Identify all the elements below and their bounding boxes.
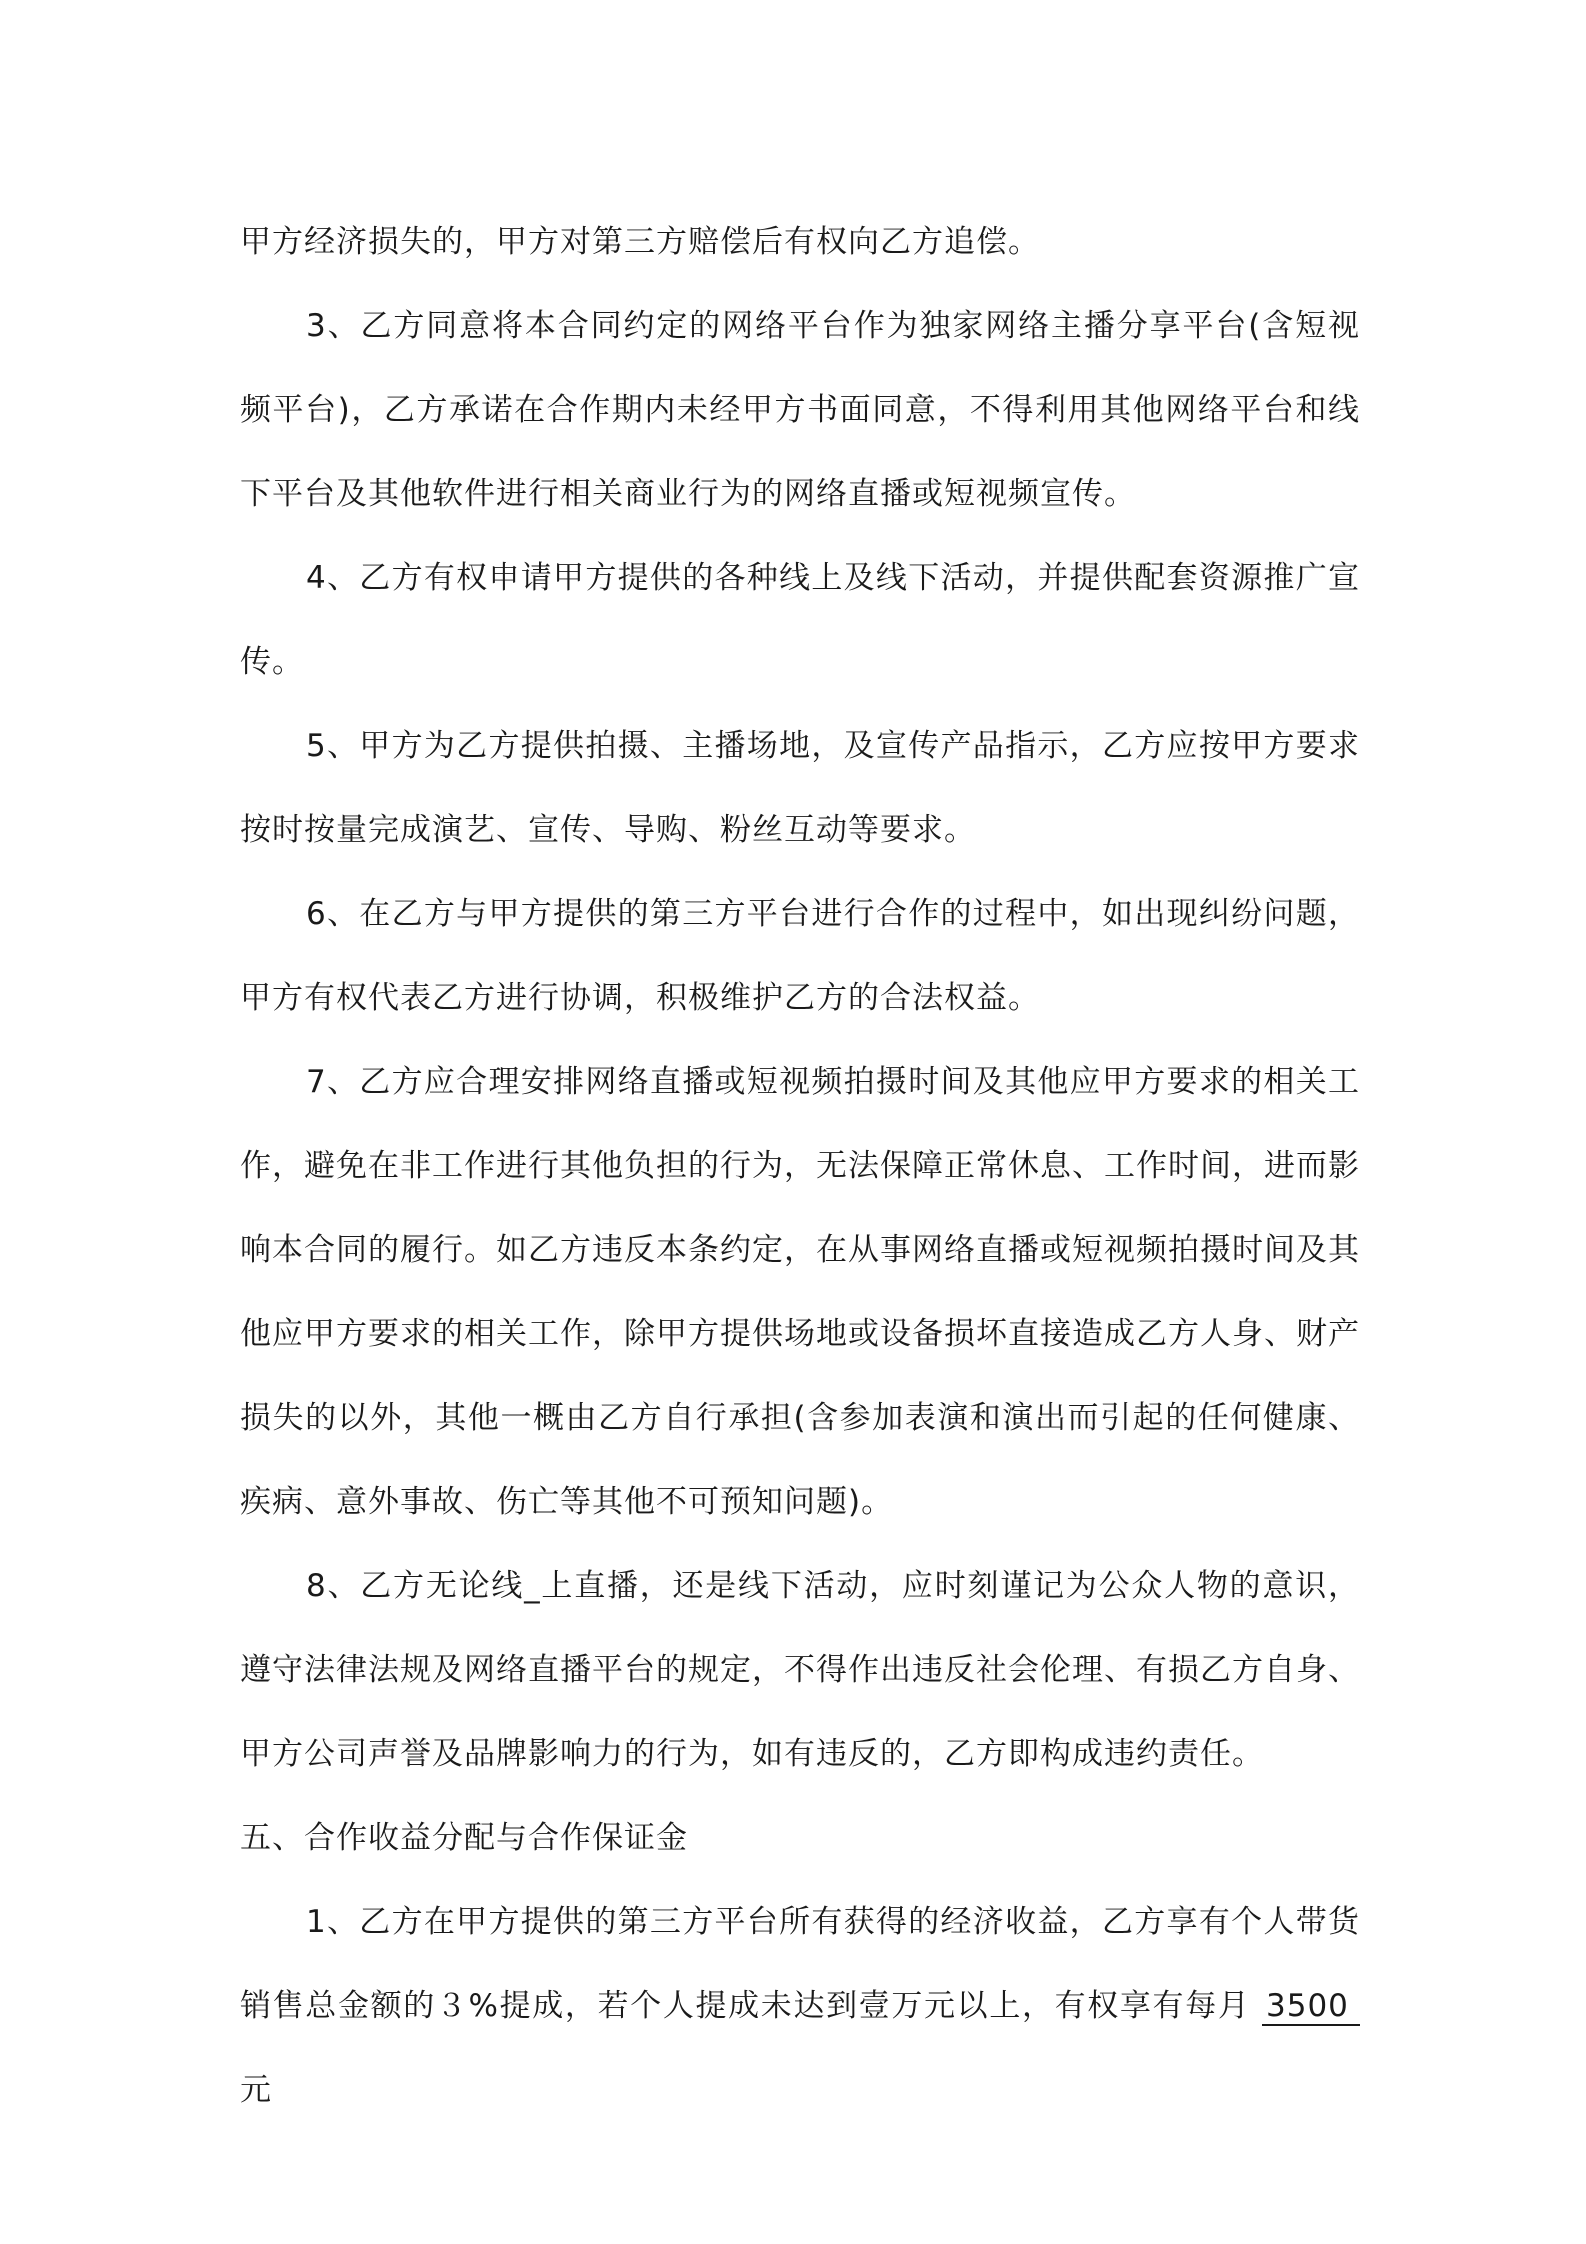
section-5-clause-1	[240, 1880, 1360, 2132]
clause-text: 1、乙方在甲方提供的第三方平台所有获得的经济收益，乙方享有个人带货销售总金额的３%提成，若个人提成未达到壹万元以上，有权享有每月	[240, 1904, 1360, 2024]
clause-4: 4、乙方有权申请甲方提供的各种线上及线下活动，并提供配套资源推广宣传。	[240, 560, 1360, 680]
clause-text-end: 元	[240, 2072, 272, 2108]
section-heading: 五、合作收益分配与合作保证金	[240, 1820, 688, 1856]
clause-6: 6、在乙方与甲方提供的第三方平台进行合作的过程中，如出现纠纷问题，甲方有权代表乙方进行协调，积极维护乙方的合法权益。	[240, 896, 1360, 1016]
clause-5: 5、甲方为乙方提供拍摄、主播场地，及宣传产品指示，乙方应按甲方要求按时按量完成演艺、宣传、导购、粉丝互动等要求。	[240, 728, 1360, 848]
document-body	[240, 200, 1360, 2132]
paragraph-continuation: 甲方经济损失的，甲方对第三方赔偿后有权向乙方追偿。	[240, 224, 1040, 260]
clause-8: 8、乙方无论线_上直播，还是线下活动，应时刻谨记为公众人物的意识，遵守法律法规及网络直播平台的规定，不得作出违反社会伦理、有损乙方自身、甲方公司声誉及品牌影响力的行为，如有违反的，乙方即构成违约责任。	[240, 1568, 1360, 1772]
fill-in-blank: 3500	[1262, 1988, 1360, 2026]
clause-7: 7、乙方应合理安排网络直播或短视频拍摄时间及其他应甲方要求的相关工作，避免在非工作进行其他负担的行为，无法保障正常休息、工作时间，进而影响本合同的履行。如乙方违反本条约定，在从事网络直播或短视频拍摄时间及其他应甲方要求的相关工作，除甲方提供场地或设备损坏直接造成乙方人身、财产损失的以外，其他一概由乙方自行承担(含参加表演和演出而引起的任何健康、疾病、意外事故、伤亡等其他不可预知问题)。	[240, 1064, 1360, 1520]
clause-3: 3、乙方同意将本合同约定的网络平台作为独家网络主播分享平台(含短视频平台)，乙方承诺在合作期内未经甲方书面同意，不得利用其他网络平台和线下平台及其他软件进行相关商业行为的网络直播或短视频宣传。	[240, 308, 1360, 512]
